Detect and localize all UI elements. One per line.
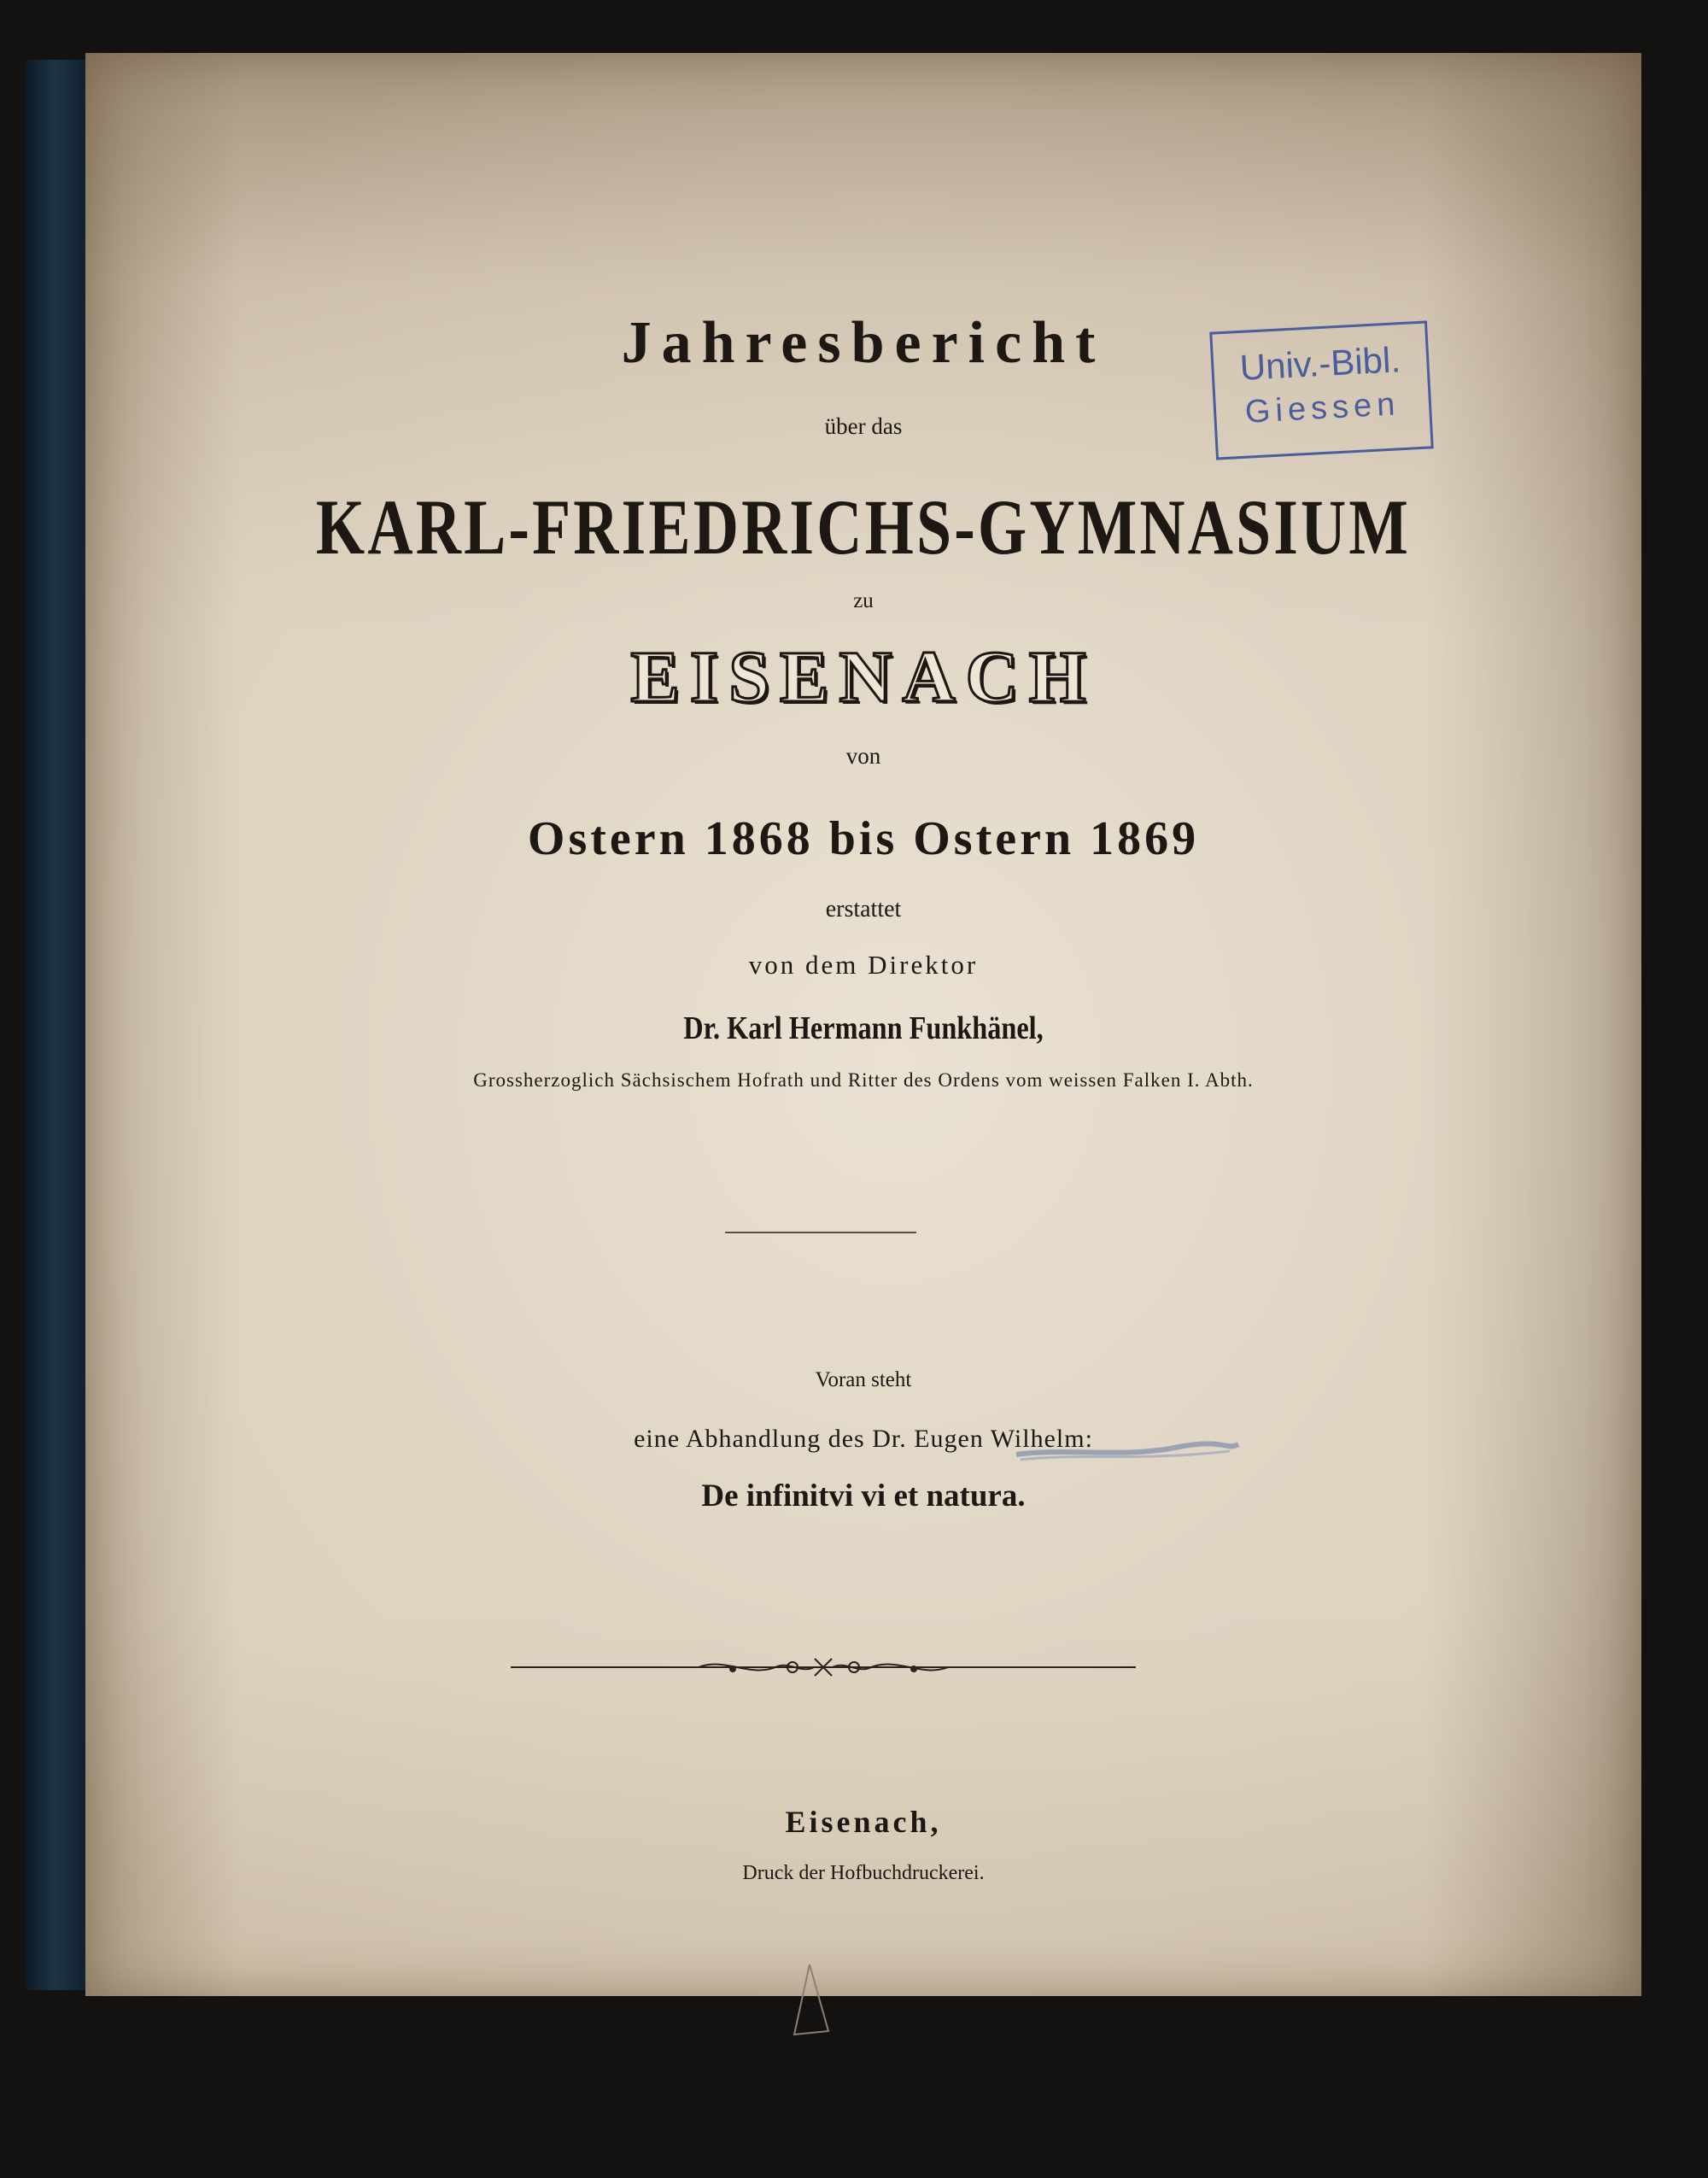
director-name: Dr. Karl Hermann Funkhänel, xyxy=(683,1010,1044,1046)
stamp-line-1: Univ.-Bibl. xyxy=(1238,339,1402,388)
pencil-underline xyxy=(1012,1432,1243,1467)
ornamental-divider xyxy=(511,1650,1136,1684)
subtitle-over: über das xyxy=(824,413,903,439)
preposition-von: von xyxy=(845,743,881,769)
preposition-zu: zu xyxy=(853,589,874,612)
director-line: von dem Direktor xyxy=(748,950,979,980)
director-honors: Grossherzoglich Sächsischem Hofrath und Ritter des Ordens vom weissen Falken I. Abth. xyxy=(473,1069,1254,1091)
imprint-place: Eisenach, xyxy=(785,1805,942,1839)
report-title: Jahresbericht xyxy=(621,310,1106,376)
pencil-shelf-mark xyxy=(784,1959,835,2045)
report-period: Ostern 1868 bis Ostern 1869 xyxy=(527,812,1200,865)
treatise-title: De infinitvi vi et natura. xyxy=(701,1478,1026,1513)
imprint-printer: Druck der Hofbuchdruckerei. xyxy=(742,1862,985,1884)
book-spine xyxy=(26,60,92,1990)
title-page xyxy=(85,53,1641,1996)
divider-rule xyxy=(725,1232,916,1233)
library-stamp xyxy=(1209,320,1434,460)
school-name: KARL-FRIEDRICHS-GYMNASIUM xyxy=(315,483,1412,571)
preface-text: Voran steht xyxy=(815,1368,912,1391)
treatise-author: eine Abhandlung des Dr. Eugen Wilhelm: xyxy=(634,1425,1093,1453)
erstattet-text: erstattet xyxy=(825,896,902,922)
city-name: EISENACH xyxy=(630,635,1097,717)
stamp-line-2: Giessen xyxy=(1243,386,1401,430)
